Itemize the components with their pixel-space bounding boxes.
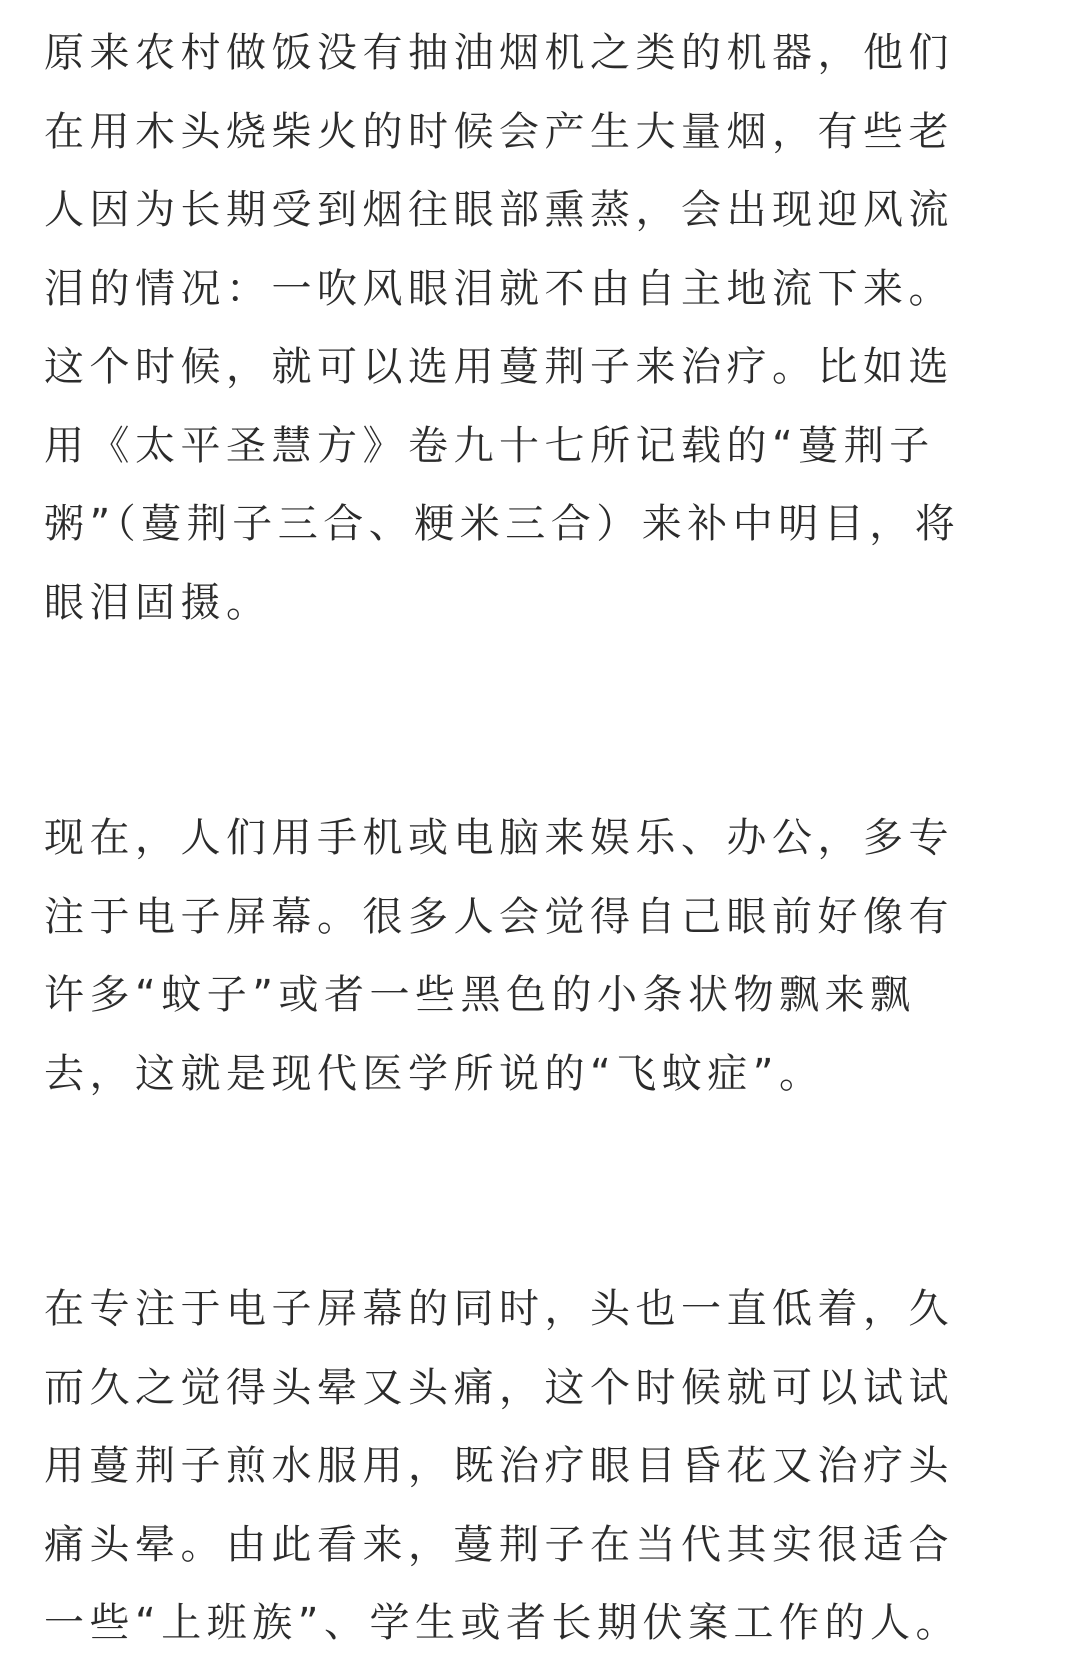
text-line: 泪的情况：一吹风眼泪就不由自主地流下来。 [44,265,954,312]
text-line: 在专注于电子屏幕的同时，头也一直低着，久 [44,1286,954,1332]
text-line: 而久之觉得头晕又头痛，这个时候就可以试试 [44,1364,954,1411]
text-line: 原来农村做饭没有抽油烟机之类的机器，他们 [44,30,954,76]
text-line: 眼泪固摄。 [44,579,272,626]
text-line: 去，这就是现代医学所说的“飞蚊症”。 [44,1050,825,1097]
text-line: 粥”（蔓荆子三合、粳米三合）来补中明目，将 [44,501,961,547]
text-line: 人因为长期受到烟往眼部熏蒸，会出现迎风流 [44,187,954,233]
article-body [44,14,1040,1663]
text-line: 用蔓荆子煎水服用，既治疗眼目昏花又治疗头 [44,1443,954,1489]
text-line: 许多“蚊子”或者一些黑色的小条状物飘来飘 [44,972,916,1018]
paragraph-headache [44,1270,1040,1663]
text-line: 一些“上班族”、学生或者长期伏案工作的人。 [44,1600,961,1646]
text-line: 这个时候，就可以选用蔓荆子来治疗。比如选 [44,344,954,390]
text-line: 用《太平圣慧方》卷九十七所记载的“蔓荆子 [44,422,935,469]
text-line: 在用木头烧柴火的时候会产生大量烟，有些老 [44,108,954,155]
paragraph-smoke-tearing [44,14,1040,642]
paragraph-floaters [44,799,1040,1113]
text-line: 痛头晕。由此看来，蔓荆子在当代其实很适合 [44,1521,954,1568]
text-line: 注于电子屏幕。很多人会觉得自己眼前好像有 [44,893,954,940]
text-line: 现在，人们用手机或电脑来娱乐、办公，多专 [44,815,954,861]
